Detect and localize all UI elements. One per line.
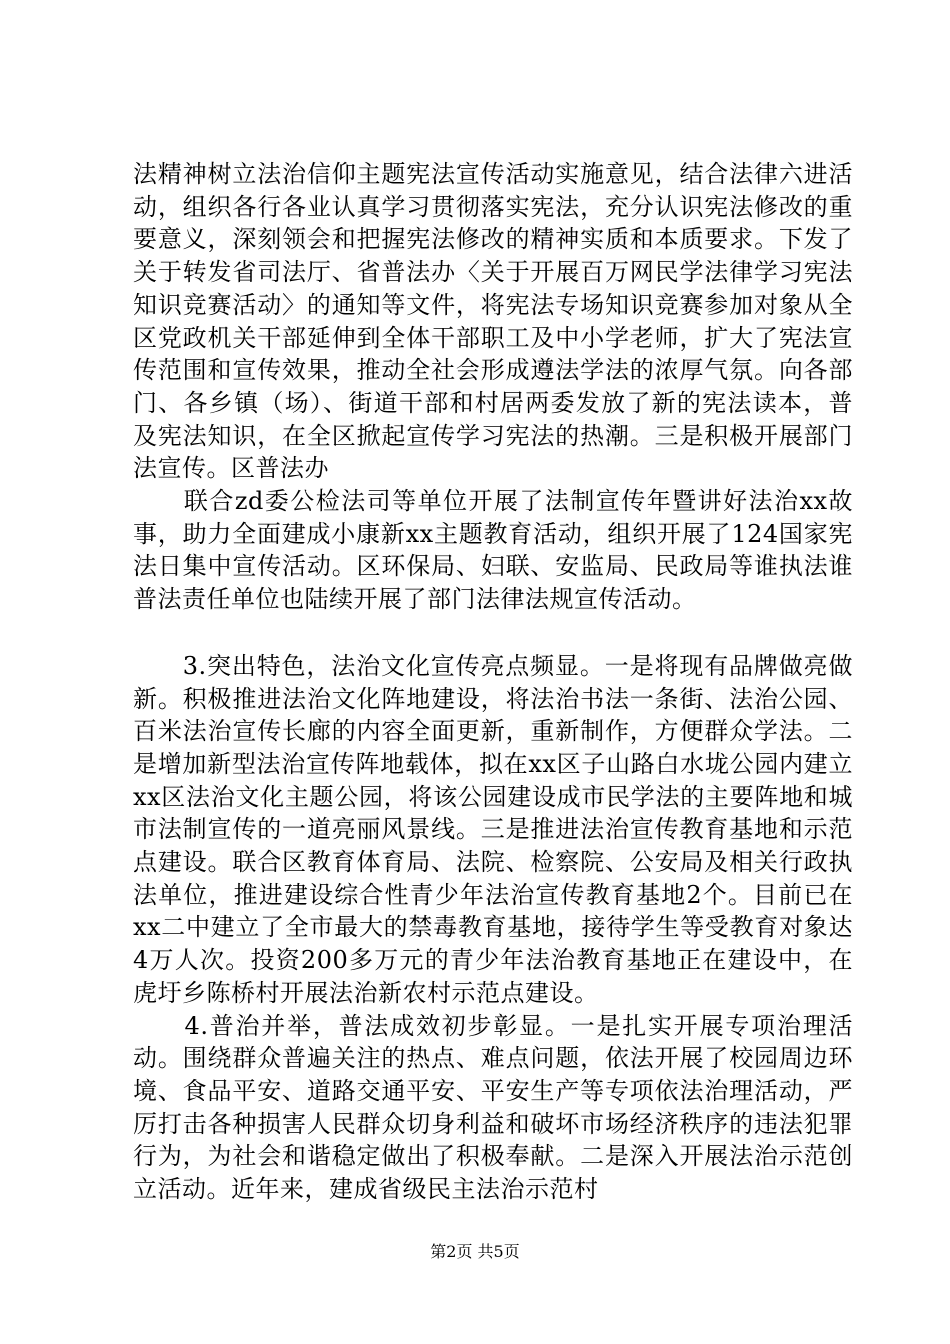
paragraph-constitution-publicity: 法精神树立法治信仰主题宪法宣传活动实施意见，结合法律六进活动，组织各行各业认真学习贯彻落实宪法，充分认识宪法修改的重要意义，深刻领会和把握宪法修改的精神实质和本质要求。下发了关于转发省司法厅、省普法办〈关于开展百万网民学法律学习宪法知识竞赛活动〉的通知等文件，将宪法专场知识竞赛参加对象从全区党政机关干部延伸到全体干部职工及中小学老师，扩大了宪法宣传范围和宣传效果，推动全社会形成遵法学法的浓厚气氛。向各部门、各乡镇（场）、街道干部和村居两委发放了新的宪法读本，普及宪法知识，在全区掀起宣传学习宪法的热潮。三是积极开展部门法宣传。区普法办 [133,160,853,483]
paragraph-governance-results: 4.普治并举，普法成效初步彰显。一是扎实开展专项治理活动。围绕群众普遍关注的热点、难点问题，依法开展了校园周边环境、食品平安、道路交通平安、平安生产等专项依法治理活动，严厉打击各种损害人民群众切身利益和破坏市场经济秩序的违法犯罪行为，为社会和谐稳定做出了积极奉献。二是深入开展法治示范创立活动。近年来，建成省级民主法治示范村 [133,1011,853,1204]
paragraph-culture-highlights: 3.突出特色，法治文化宣传亮点频显。一是将现有品牌做亮做新。积极推进法治文化阵地建设，将法治书法一条街、法治公园、百米法治宣传长廊的内容全面更新，重新制作，方便群众学法。二是增加新型法治宣传阵地载体，拟在xx区子山路白水垅公园内建立xx区法治文化主题公园，将该公园建设成市民学法的主要阵地和城市法制宣传的一道亮丽风景线。三是推进法治宣传教育基地和示范点建设。联合区教育体育局、法院、检察院、公安局及相关行政执法单位，推进建设综合性青少年法治宣传教育基地2个。目前已在xx二中建立了全市最大的禁毒教育基地，接待学生等受教育对象达4万人次。投资200多万元的青少年法治教育基地正在建设中，在虎圩乡陈桥村开展法治新农村示范点建设。 [133,651,853,1007]
paragraph-spacer [133,616,853,650]
paragraph-joint-publicity: 联合zd委公检法司等单位开展了法制宣传年暨讲好法治xx故事，助力全面建成小康新xx主题教育活动，组织开展了124国家宪法日集中宣传活动。区环保局、妇联、安监局、民政局等谁执法谁普法责任单位也陆续开展了部门法律法规宣传活动。 [133,487,853,614]
document-body [133,158,853,1206]
page-number-footer: 第2页 共5页 [430,1242,520,1261]
